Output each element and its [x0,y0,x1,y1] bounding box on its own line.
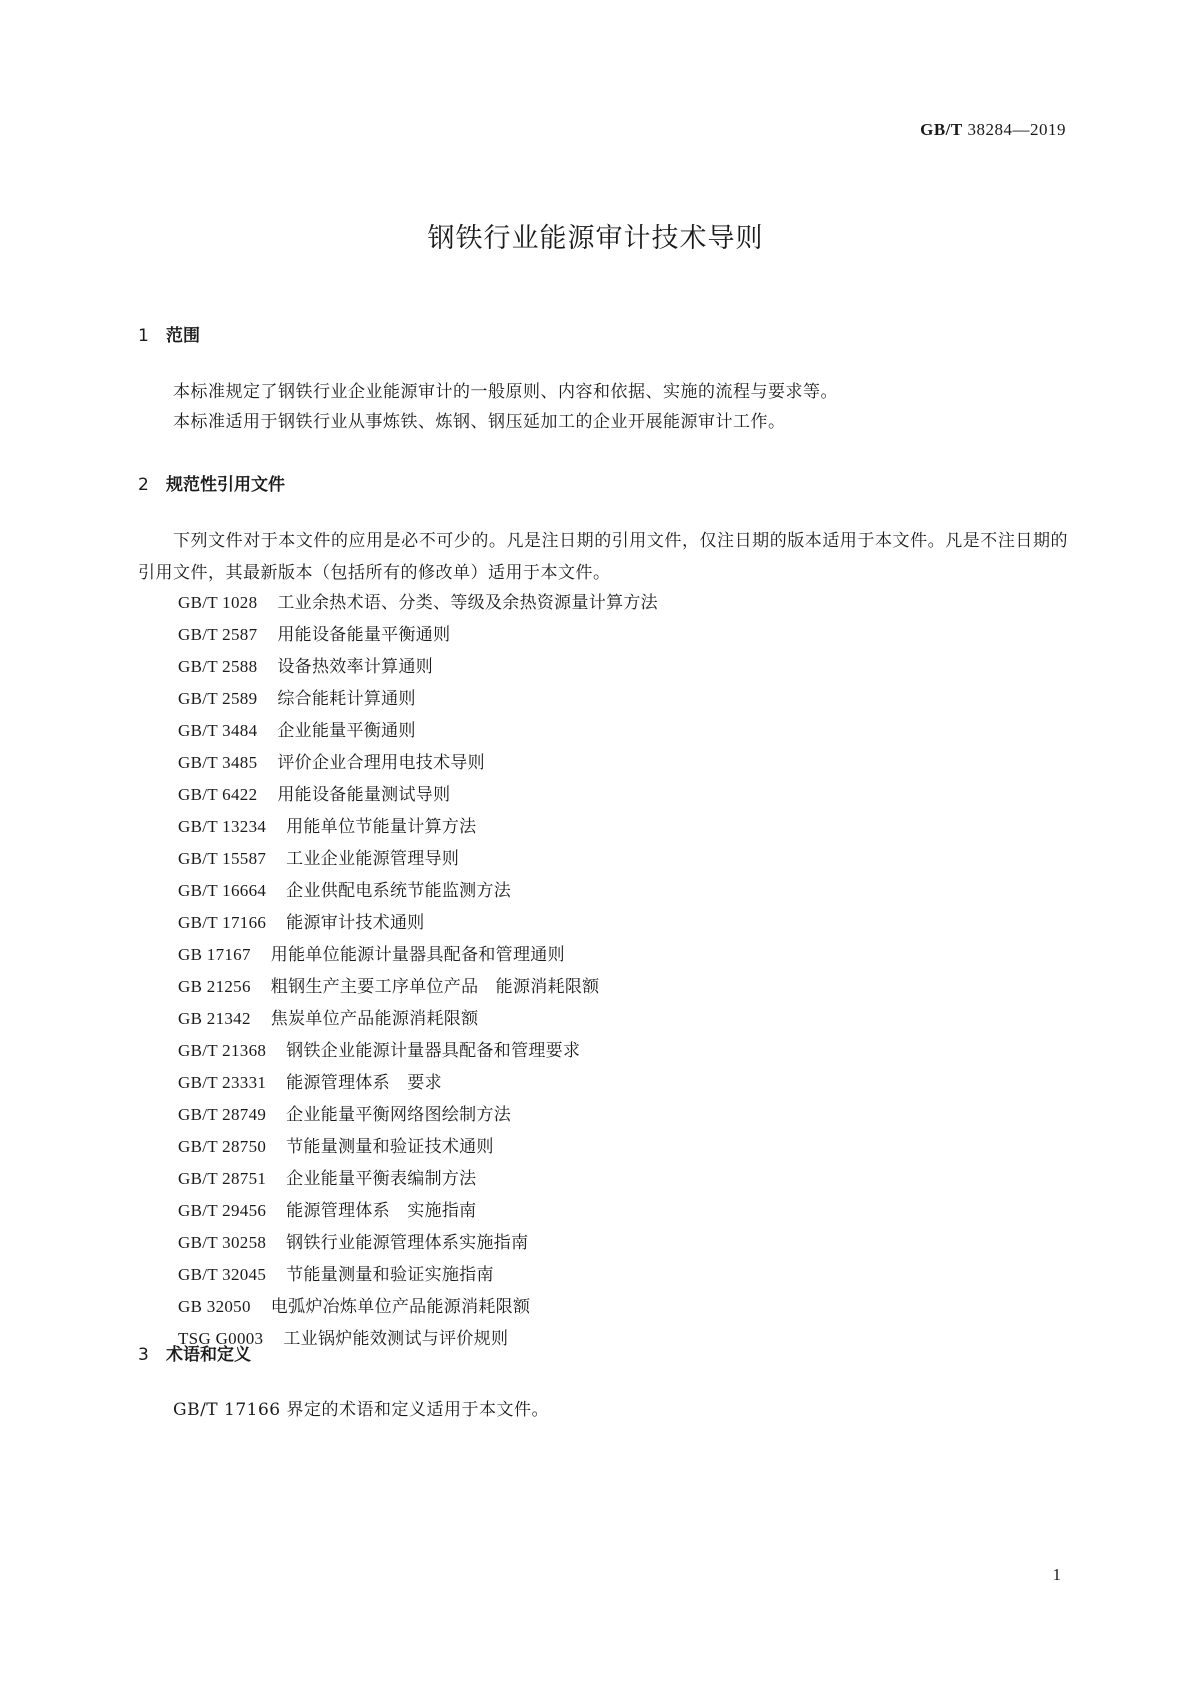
reference-title: 用能设备能量平衡通则 [277,625,451,645]
reference-title: 用能单位节能量计算方法 [286,817,477,837]
reference-title: 企业能量平衡网络图绘制方法 [286,1105,512,1125]
reference-item [178,1035,658,1067]
reference-title: 评价企业合理用电技术导则 [277,753,485,773]
terms-text: GB/T 17166 界定的术语和定义适用于本文件。 [173,1400,550,1420]
reference-code: GB/T 30258 [178,1233,267,1252]
reference-item [178,971,658,1003]
reference-code: GB 17167 [178,945,251,964]
reference-item [178,939,658,971]
reference-item [178,715,658,747]
reference-item [178,1195,658,1227]
reference-title: 工业锅炉能效测试与评价规则 [283,1329,509,1349]
reference-item [178,779,658,811]
reference-title: 节能量测量和验证实施指南 [286,1265,494,1285]
reference-code: GB/T 17166 [178,913,267,932]
reference-code: GB/T 21368 [178,1041,267,1060]
reference-code: GB/T 2589 [178,689,258,708]
reference-item [178,1291,658,1323]
reference-code: GB/T 3484 [178,721,258,740]
reference-title: 钢铁企业能源计量器具配备和管理要求 [286,1041,581,1061]
reference-item [178,683,658,715]
reference-item [178,1003,658,1035]
reference-code: GB/T 15587 [178,849,267,868]
reference-item [178,619,658,651]
reference-code: GB/T 16664 [178,881,267,900]
reference-code: GB/T 3485 [178,753,258,772]
reference-code: TSG G0003 [178,1329,264,1348]
scope-text-1: 本标准规定了钢铁行业企业能源审计的一般原则、内容和依据、实施的流程与要求等。 [173,382,838,402]
reference-title: 设备热效率计算通则 [277,657,434,677]
reference-code: GB 21342 [178,1009,251,1028]
reference-item [178,1259,658,1291]
reference-code: GB/T 1028 [178,593,258,612]
section-3-number: 3 [138,1345,149,1365]
reference-code: GB/T 29456 [178,1201,267,1220]
reference-title: 能源管理体系 实施指南 [286,1201,477,1221]
reference-code: GB/T 6422 [178,785,258,804]
section-2-title: 规范性引用文件 [166,475,285,495]
reference-title: 工业企业能源管理导则 [286,849,460,869]
reference-item [178,747,658,779]
scope-paragraph-2 [138,406,1068,438]
section-2-heading [138,470,285,495]
reference-item [178,811,658,843]
section-1-title: 范围 [166,326,200,346]
reference-title: 企业供配电系统节能监测方法 [286,881,512,901]
section-3-heading [138,1340,251,1365]
reference-title: 节能量测量和验证技术通则 [286,1137,494,1157]
reference-code: GB 21256 [178,977,251,996]
standard-prefix: GB/T [920,120,963,139]
reference-list [178,587,658,1355]
reference-code: GB/T 28749 [178,1105,267,1124]
reference-code: GB/T 2587 [178,625,258,644]
reference-title: 焦炭单位产品能源消耗限额 [270,1009,479,1029]
section-1-number: 1 [138,326,149,346]
reference-title: 钢铁行业能源管理体系实施指南 [286,1233,529,1253]
reference-item [178,1131,658,1163]
reference-item [178,587,658,619]
reference-title: 工业余热术语、分类、等级及余热资源量计算方法 [277,593,658,613]
reference-title: 用能设备能量测试导则 [277,785,451,805]
normative-intro: 下列文件对于本文件的应用是必不可少的。凡是注日期的引用文件，仅注日期的版本适用于本文件。凡是不注日期的引用文件，其最新版本（包括所有的修改单）适用于本文件。 [138,531,1068,583]
reference-title: 能源审计技术通则 [286,913,425,933]
reference-code: GB/T 23331 [178,1073,267,1092]
section-1-heading [138,321,200,346]
reference-code: GB/T 28750 [178,1137,267,1156]
reference-code: GB/T 28751 [178,1169,267,1188]
reference-item [178,875,658,907]
reference-item [178,651,658,683]
section-3-title: 术语和定义 [166,1345,251,1365]
reference-title: 综合能耗计算通则 [277,689,416,709]
reference-title: 企业能量平衡通则 [277,721,416,741]
reference-title: 电弧炉冶炼单位产品能源消耗限额 [270,1297,531,1317]
reference-title: 用能单位能源计量器具配备和管理通则 [270,945,565,965]
reference-title: 能源管理体系 要求 [286,1073,442,1093]
page-number: 1 [1052,1565,1061,1584]
reference-item [178,1099,658,1131]
scope-paragraph-1 [138,376,1068,408]
reference-item [178,1163,658,1195]
reference-item [178,907,658,939]
standard-number [920,120,1066,140]
reference-title: 粗钢生产主要工序单位产品 能源消耗限额 [270,977,600,997]
document-title: 钢铁行业能源审计技术导则 [427,223,764,254]
reference-code: GB/T 13234 [178,817,267,836]
section-2-number: 2 [138,475,149,495]
reference-item [178,1067,658,1099]
reference-code: GB 32050 [178,1297,251,1316]
standard-code: 38284—2019 [967,120,1066,139]
scope-text-2: 本标准适用于钢铁行业从事炼铁、炼钢、钢压延加工的企业开展能源审计工作。 [173,412,786,432]
reference-title: 企业能量平衡表编制方法 [286,1169,477,1189]
reference-item [178,1227,658,1259]
reference-code: GB/T 2588 [178,657,258,676]
terms-paragraph [138,1394,1068,1426]
reference-item [178,843,658,875]
reference-code: GB/T 32045 [178,1265,267,1284]
